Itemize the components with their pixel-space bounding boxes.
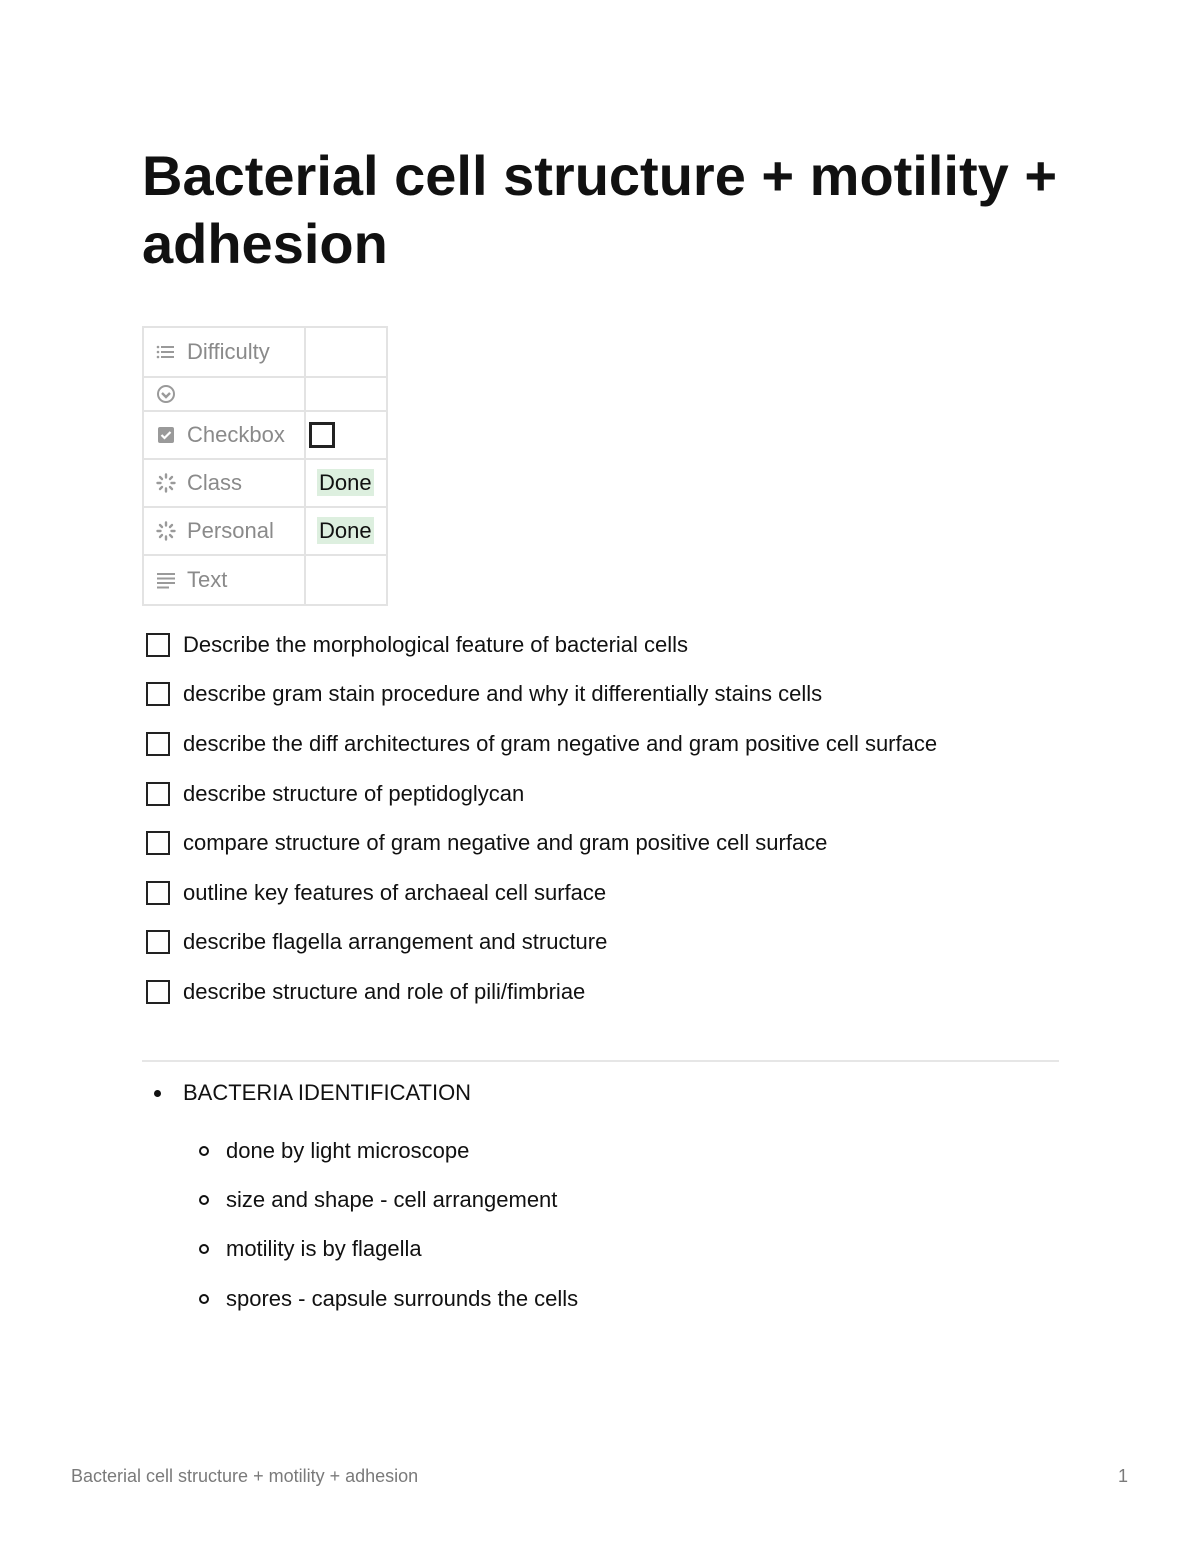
- todo-checkbox[interactable]: [146, 782, 170, 806]
- todo-item: [146, 670, 937, 720]
- todo-item: [146, 818, 937, 868]
- todo-checkbox[interactable]: [146, 980, 170, 1004]
- todo-text: Describe the morphological feature of bacterial cells: [183, 631, 689, 657]
- sub-bullet-list: [199, 1126, 578, 1323]
- todo-item: [146, 868, 937, 918]
- sub-bullet-text: size and shape - cell arrangement: [226, 1186, 558, 1212]
- sub-bullet-text: spores - capsule surrounds the cells: [226, 1285, 579, 1311]
- sub-bullet-text: done by light microscope: [226, 1137, 470, 1163]
- todo-text: describe structure and role of pili/fimbriae: [183, 978, 586, 1004]
- property-key-personal: Personal: [187, 518, 274, 543]
- todo-checkbox[interactable]: [146, 881, 170, 905]
- todo-text: compare structure of gram negative and gram positive cell surface: [183, 830, 828, 856]
- property-key-difficulty: Difficulty: [187, 339, 270, 364]
- todo-text: describe gram stain procedure and why it differentially stains cells: [183, 681, 823, 707]
- sub-bullet-ring: [199, 1195, 209, 1205]
- property-checkbox-input[interactable]: [309, 422, 335, 448]
- property-row-personal[interactable]: [143, 507, 387, 555]
- loading-spinner-icon: [155, 472, 177, 494]
- todo-text: describe the diff architectures of gram negative and gram positive cell surface: [183, 730, 938, 756]
- status-tag-personal[interactable]: Done: [319, 518, 372, 543]
- sub-bullet-item: [199, 1225, 578, 1274]
- bullet-list: [154, 1076, 578, 1323]
- todo-text: describe structure of peptidoglycan: [183, 780, 525, 806]
- sub-bullet-item: [199, 1175, 578, 1224]
- todo-item: [146, 620, 937, 670]
- property-key-class: Class: [187, 470, 243, 495]
- property-row-status[interactable]: [143, 377, 387, 411]
- page-number: 1: [1117, 1466, 1128, 1486]
- property-row-text[interactable]: [143, 555, 387, 605]
- sub-bullet-item: [199, 1274, 578, 1323]
- sub-bullet-text: motility is by flagella: [226, 1236, 422, 1262]
- status-circle-icon: [155, 383, 177, 405]
- property-value-text[interactable]: [305, 555, 387, 605]
- todo-list: [146, 620, 937, 1017]
- todo-item: [146, 918, 937, 968]
- todo-text: describe flagella arrangement and structure: [183, 929, 608, 955]
- todo-item: [146, 967, 937, 1017]
- checkbox-icon: [155, 424, 177, 446]
- sub-bullet-ring: [199, 1146, 209, 1156]
- footer-title: Bacterial cell structure + motility + adhesion: [71, 1466, 419, 1486]
- todo-checkbox[interactable]: [146, 930, 170, 954]
- divider: [142, 1060, 1059, 1062]
- page-title: Bacterial cell structure + motility + adhesion: [142, 144, 1058, 275]
- todo-checkbox[interactable]: [146, 732, 170, 756]
- bullet-item: [154, 1076, 578, 1323]
- properties-table: [142, 326, 388, 606]
- property-row-difficulty[interactable]: [143, 327, 387, 377]
- text-lines-icon: [155, 569, 177, 591]
- property-value-difficulty[interactable]: [305, 327, 387, 377]
- sub-bullet-item: [199, 1126, 578, 1175]
- property-row-class[interactable]: [143, 459, 387, 507]
- property-value-status[interactable]: [305, 377, 387, 411]
- todo-checkbox[interactable]: [146, 682, 170, 706]
- status-tag-class[interactable]: Done: [319, 470, 372, 495]
- property-key-checkbox: Checkbox: [187, 422, 285, 447]
- todo-item: [146, 769, 937, 819]
- property-key-text: Text: [187, 567, 228, 592]
- property-row-checkbox[interactable]: [143, 411, 387, 459]
- todo-checkbox[interactable]: [146, 831, 170, 855]
- sub-bullet-ring: [199, 1244, 209, 1254]
- loading-spinner-icon: [155, 520, 177, 542]
- section-heading: BACTERIA IDENTIFICATION: [183, 1080, 472, 1105]
- bullet-dot: [154, 1090, 161, 1097]
- todo-text: outline key features of archaeal cell surface: [183, 879, 607, 905]
- list-icon: [155, 341, 177, 363]
- todo-item: [146, 719, 937, 769]
- todo-checkbox[interactable]: [146, 633, 170, 657]
- sub-bullet-ring: [199, 1294, 209, 1304]
